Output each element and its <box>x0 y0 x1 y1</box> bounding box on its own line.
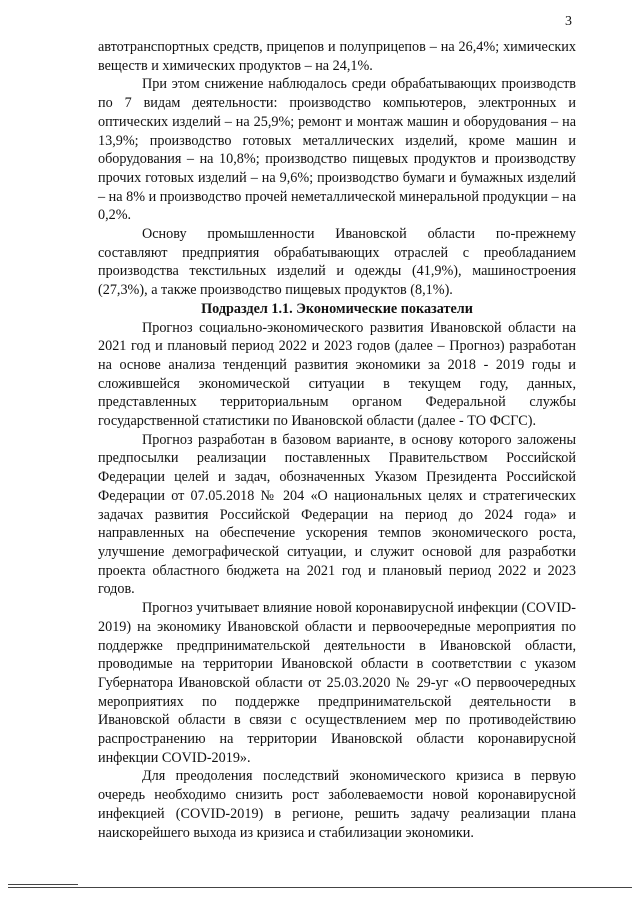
paragraph-crisis-measures: Для преодоления последствий экономического кризиса в первую очередь необходимо снизить рост заболеваемости новой коронавирусной инфекцией (COVID-2019) в регионе, решить задачу реализации плана наискорейшего выхода из кризиса и стабилизации экономики. <box>98 768 576 841</box>
footer-rule <box>8 887 632 888</box>
paragraph-forecast-intro: Прогноз социально-экономического развития Ивановской области на 2021 год и плановый период 2022 и 2023 годов (далее – Прогноз) разработан на основе анализа тенденций развития экономики за 2018 - 2019 годы и сложившейся экономической ситуации в текущем году, данных, представленных территориальным органом Федеральной службы государственной статистики по Ивановской области (далее - ТО ФСГС). <box>98 319 576 430</box>
page-number: 3 <box>565 14 572 29</box>
paragraph-forecast-base: Прогноз разработан в базовом варианте, в основу которого заложены предпосылки реализации поставленных Правительством Российской Федерации целей и задач, обозначенных Указом Президента Российской Федерации от 07.05.2018 № 204 «О национальных целях и стратегических задачах развития Российской Федерации на период до 2024 года» и направленных на обеспечение ускорения темпов экономического роста, улучшение демографической ситуации, и служит основой для разработки проекта областного бюджета на 2021 год и плановый период 2022 и 2023 годов. <box>98 431 576 598</box>
paragraph-covid-impact: Прогноз учитывает влияние новой коронавирусной инфекции (COVID-2019) на экономику Ивановской области и первоочередные мероприятия по поддержке предпринимательской деятельности в Ивановской области, проводимые на территории Ивановской области в соответствии с указом Губернатора Ивановской области от 25.03.2020 № 29-уг «О первоочередных мероприятиях по поддержке предпринимательской деятельности в Ивановской области в связи с осуществлением мер по противодействию распространению на территории Ивановской области коронавирусной инфекции COVID-2019». <box>98 600 576 766</box>
paragraph-decline-industries: При этом снижение наблюдалось среди обрабатывающих производств по 7 видам деятельности: производство компьютеров, электронных и оптических изделий – на 25,9%; ремонт и монтаж машин и оборудования – на 13,9%; производство готовых металлических изделий, кроме машин и оборудования – на 10,8%; производство пищевых продуктов и производству прочих готовых изделий – на 9,6%; производство бумаги и бумажных изделий – на 8% и производство прочей неметаллической минеральной продукции – на 0,2%. <box>98 76 576 224</box>
footer-rule-short <box>8 884 78 885</box>
paragraph-industry-basis: Основу промышленности Ивановской области по-прежнему составляют предприятия обрабатывающих отраслей с преобладанием производства текстильных изделий и одежды (41,9%), машиностроения (27,3%), а также производство пищевых продуктов (8,1%). <box>98 226 576 299</box>
subsection-heading: Подраздел 1.1. Экономические показатели <box>201 300 473 317</box>
paragraph-vehicles-chemicals: автотранспортных средств, прицепов и полуприцепов – на 26,4%; химических веществ и химических продуктов – на 24,1%. <box>98 39 576 74</box>
document-body <box>98 38 576 842</box>
